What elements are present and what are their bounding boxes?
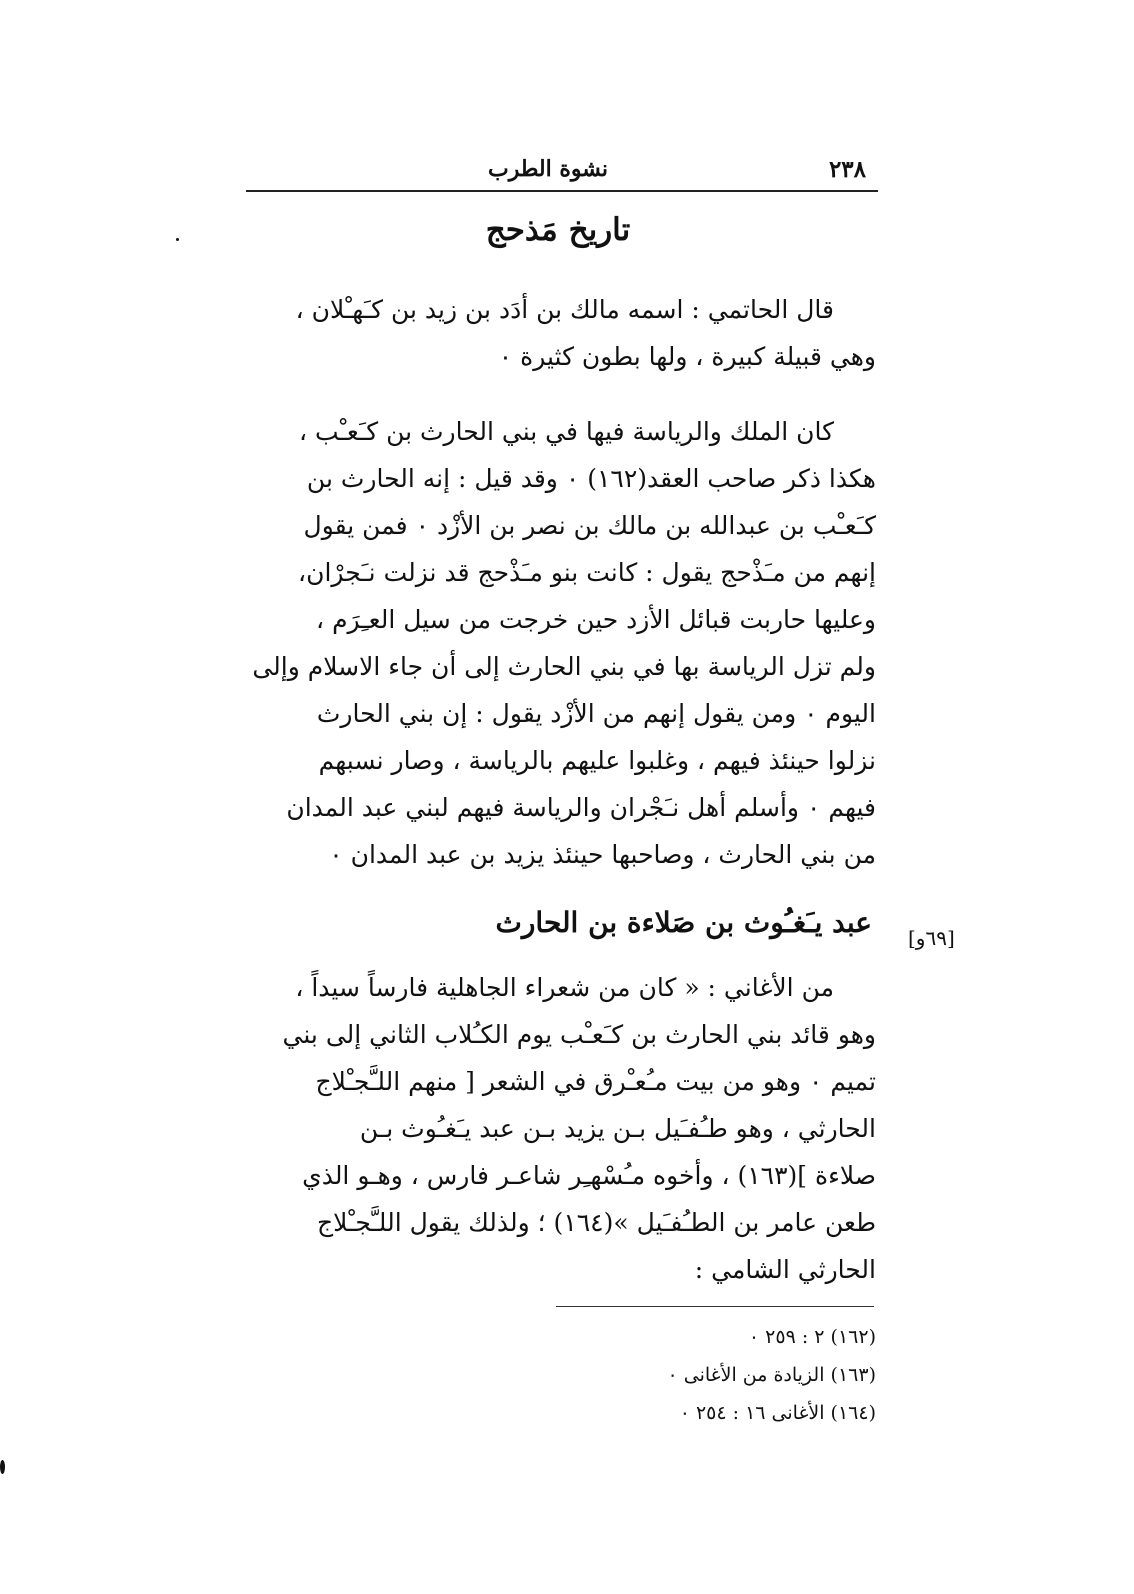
text-line: كـَعـْب بن عبدالله بن مالك بن نصر بن الأزْد ٠ فمن يقول	[303, 511, 876, 540]
text-line: الحارثي ، وهو طـُفـَيل بـن يزيد بـن عبد يـَغـُوث بـن	[359, 1114, 876, 1143]
page-number: ٢٣٨	[828, 156, 866, 183]
text-line: تميم ٠ وهو من بيت مـُعـْرق في الشعر [ منهم اللـَّجـْلاج	[315, 1067, 876, 1096]
text-line: فيهم ٠ وأسلم أهل نـَجْران والرياسة فيهم لبني عبد المدان	[286, 793, 876, 822]
text-line: اليوم ٠ ومن يقول إنهم من الأزْد يقول : إن بني الحارث	[316, 699, 876, 728]
text-line: نزلوا حينئذ فيهم ، وغلبوا عليهم بالرياسة ، وصار نسبهم	[318, 746, 876, 775]
text-line: وهو قائد بني الحارث بن كـَعـْب يوم الكـُلاب الثاني إلى بني	[282, 1020, 876, 1049]
text-line: كان الملك والرياسة فيها في بني الحارث بن كـَعـْب ،	[298, 417, 834, 446]
paragraph-1	[240, 286, 876, 380]
footnote: (١٦٤) الأغانى ١٦ : ٢٥٤ ٠	[679, 1402, 876, 1424]
paragraph-2	[240, 408, 876, 878]
text-line: قال الحاتمي : اسمه مالك بن أدَد بن زيد بن كـَهـْلان ،	[295, 295, 834, 324]
text-line: هكذا ذكر صاحب العقد(١٦٢) ٠ وقد قيل : إنه الحارث بن	[306, 464, 876, 493]
text-line: من الأغاني : « كان من شعراء الجاهلية فارساً سيداً ،	[295, 973, 834, 1002]
text-line: وعليها حاربت قبائل الأزد حين خرجت من سيل العـِرَم ،	[316, 605, 876, 634]
footnote: (١٦٣) الزيادة من الأغانى ٠	[667, 1364, 876, 1386]
page-header	[246, 152, 878, 192]
paragraph-3	[240, 964, 876, 1293]
text-line: من بني الحارث ، وصاحبها حينئذ يزيد بن عبد المدان ٠	[329, 840, 876, 869]
footnote-divider	[556, 1306, 874, 1307]
text-line: إنهم من مـَذْحج يقول : كانت بنو مـَذْحج قد نزلت نـَجرْان،	[298, 558, 876, 587]
footnote: (١٦٢) ٢ : ٢٥٩ ٠	[748, 1326, 876, 1348]
section-title-abd-yaghuth: عبد يـَغـُوث بن صَلاءة بن الحارث	[495, 906, 872, 939]
text-line: الحارثي الشامي :	[694, 1255, 876, 1284]
text-line: طعن عامر بن الطـُفـَيل »(١٦٤) ؛ ولذلك يقول اللـَّجـْلاج	[316, 1208, 876, 1237]
text-line: وهي قبيلة كبيرة ، ولها بطون كثيرة ٠	[498, 342, 876, 371]
text-line: ولم تزل الرياسة بها في بني الحارث إلى أن جاء الاسلام وإلى	[252, 652, 876, 681]
scan-speck	[176, 238, 179, 241]
scan-speck	[0, 1460, 5, 1474]
manuscript-folio-note: [٦٩و]	[908, 926, 955, 950]
footnotes	[440, 1318, 876, 1432]
running-title: نشوة الطرب	[487, 156, 608, 182]
section-title-madhhij: تاريخ مَذحج	[485, 212, 631, 248]
text-line: صلاءة ](١٦٣) ، وأخوه مـُسْهـِر شاعـر فارس ، وهـو الذي	[302, 1161, 876, 1190]
